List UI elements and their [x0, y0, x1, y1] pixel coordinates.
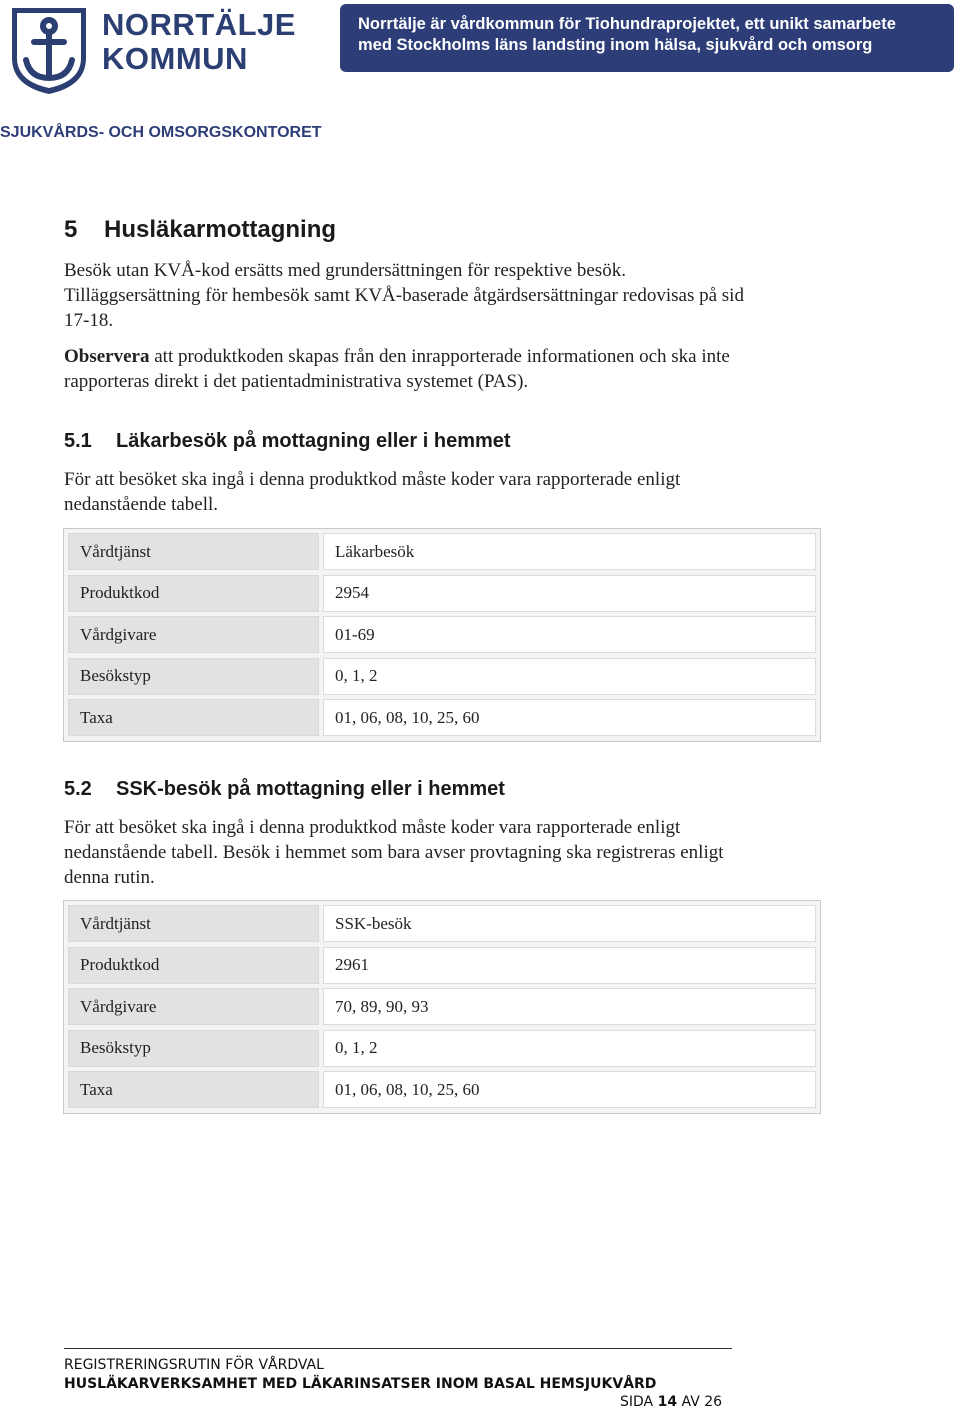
table-label: Vårdtjänst [68, 533, 319, 570]
page-number: 14 [657, 1394, 678, 1410]
subsection-1-title: Läkarbesök på mottagning eller i hemmet [116, 430, 511, 452]
table-value: 01, 06, 08, 10, 25, 60 [323, 699, 816, 736]
section-title: Husläkarmottagning [104, 216, 337, 243]
code-table-1 [63, 528, 821, 742]
table-label: Vårdgivare [68, 616, 319, 653]
footer-line-1: REGISTRERINGSRUTIN FÖR VÅRDVAL [64, 1357, 324, 1373]
table-value: 70, 89, 90, 93 [323, 988, 816, 1025]
table-value: Läkarbesök [323, 533, 816, 570]
table-label: Besökstyp [68, 1030, 319, 1067]
section-number: 5 [64, 216, 78, 243]
header-banner [340, 4, 954, 72]
table-row [68, 947, 816, 989]
table-value: 2954 [323, 575, 816, 612]
subsection-2-title: SSK-besök på mottagning eller i hemmet [116, 778, 505, 800]
table-value: 2961 [323, 947, 816, 984]
table-row [68, 1030, 816, 1072]
table-row [68, 699, 816, 741]
footer-divider [64, 1348, 732, 1349]
subsection-1-text: För att besöket ska ingå i denna produktkod måste koder vara rapporterade enligt nedanstående tabell. [64, 469, 681, 515]
table-row [68, 905, 816, 947]
subsection-1-number: 5.1 [64, 430, 92, 452]
table-label: Taxa [68, 699, 319, 736]
banner-line-1: Norrtälje är vårdkommun för Tiohundraprojektet, ett unikt samarbete [358, 15, 896, 33]
note-text: att produktkoden skapas från den inrapporterade informationen och ska inte rapporteras direkt i det patientadministrativa systemet (PAS). [64, 346, 730, 392]
code-table-2 [63, 900, 821, 1114]
subsection-2-heading [64, 778, 505, 801]
table-row [68, 616, 816, 658]
page-prefix: SIDA [620, 1394, 658, 1410]
footer-line-2: HUSLÄKARVERKSAMHET MED LÄKARINSATSER INOM BASAL HEMSJUKVÅRD [64, 1376, 657, 1392]
logo-line-1: NORRTÄLJE [102, 7, 296, 42]
norrtalje-logo [6, 4, 296, 96]
note-emphasis: Observera [64, 346, 150, 367]
table-label: Vårdgivare [68, 988, 319, 1025]
section-heading [64, 216, 336, 244]
table-value: 0, 1, 2 [323, 1030, 816, 1067]
table-value: 0, 1, 2 [323, 658, 816, 695]
section-intro: Besök utan KVÅ-kod ersätts med grundersättningen för respektive besök. Tilläggsersättning för hembesök samt KVÅ-baserade åtgärdsersättningar redovisas på sid 17-18. [64, 260, 744, 331]
table-label: Produktkod [68, 575, 319, 612]
anchor-shield-icon [6, 4, 92, 96]
table-value: 01, 06, 08, 10, 25, 60 [323, 1071, 816, 1108]
table-label: Produktkod [68, 947, 319, 984]
department-name: SJUKVÅRDS- OCH OMSORGSKONTORET [0, 124, 322, 141]
table-row [68, 988, 816, 1030]
table-row [68, 575, 816, 617]
section-note [64, 344, 754, 394]
subsection-2-text: För att besöket ska ingå i denna produktkod måste koder vara rapporterade enligt nedanstående tabell. Besök i hemmet som bara avser provtagning ska registreras enligt denna rutin. [64, 817, 724, 888]
subsection-2-number: 5.2 [64, 778, 92, 800]
table-row [68, 658, 816, 700]
table-row [68, 1071, 816, 1113]
subsection-1-heading [64, 430, 511, 453]
logo-line-2: KOMMUN [102, 41, 248, 76]
banner-line-2: med Stockholms läns landsting inom hälsa, sjukvård och omsorg [358, 36, 873, 54]
page-suffix: AV 26 [677, 1394, 723, 1410]
table-value: 01-69 [323, 616, 816, 653]
table-row [68, 533, 816, 575]
table-label: Taxa [68, 1071, 319, 1108]
table-label: Besökstyp [68, 658, 319, 695]
table-value: SSK-besök [323, 905, 816, 942]
table-label: Vårdtjänst [68, 905, 319, 942]
